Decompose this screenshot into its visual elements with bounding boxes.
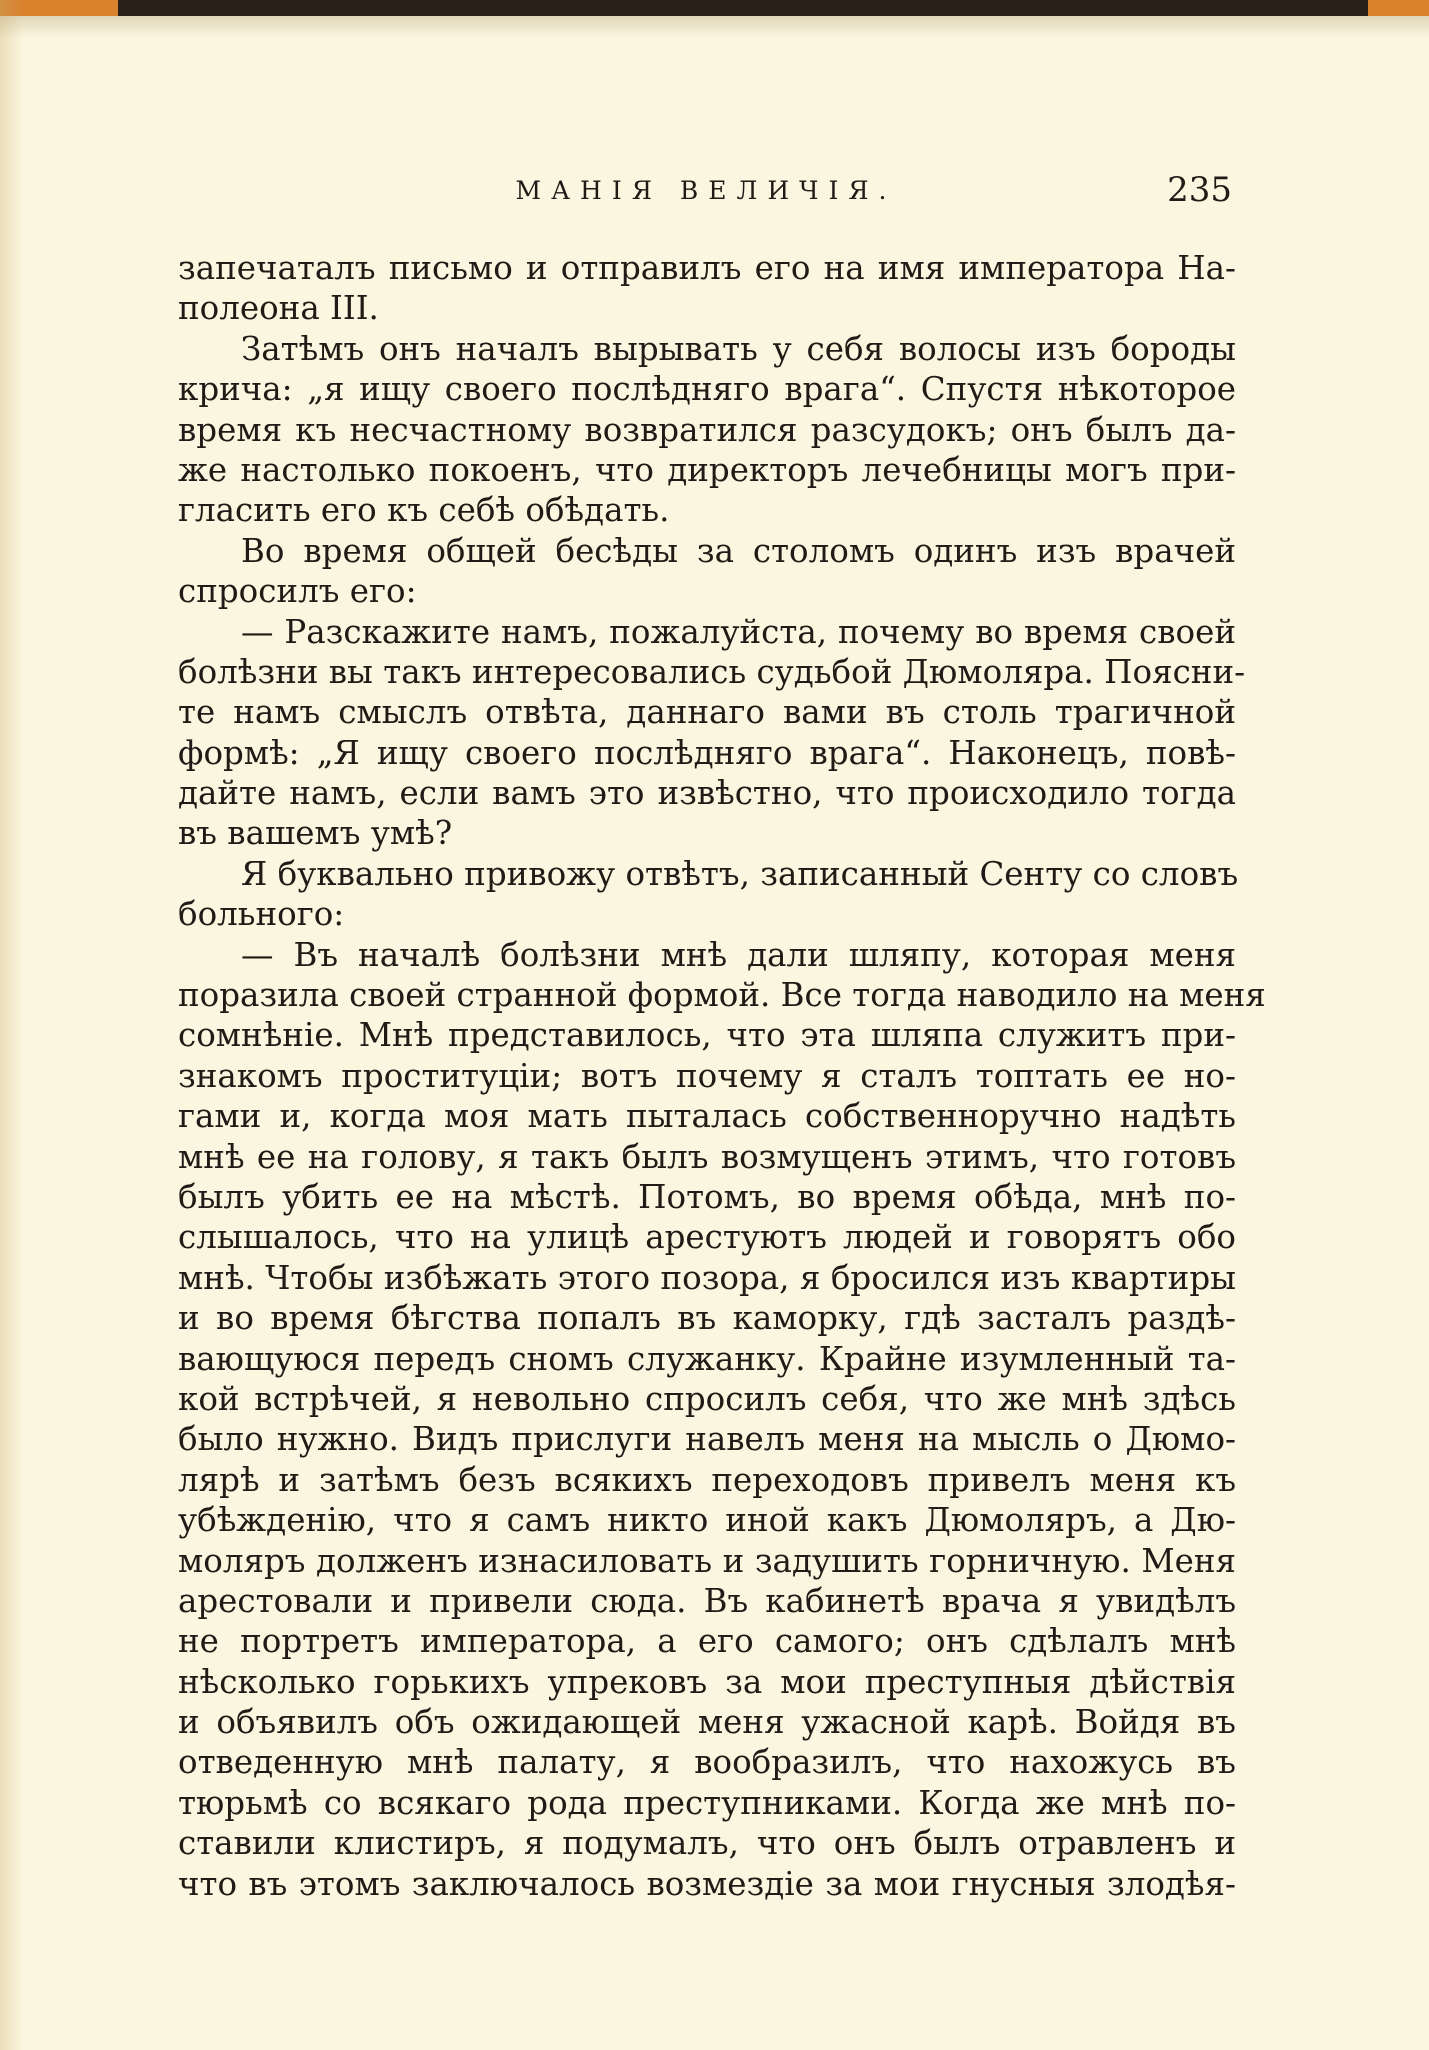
text-line: было нужно. Видъ прислуги навелъ меня на мысль о Дюмо- (178, 1420, 1236, 1459)
text-line: моляръ долженъ изнасиловать и задушить горничную. Меня (178, 1541, 1236, 1580)
text-line: Затѣмъ онъ началъ вырывать у себя волосы изъ бороды (241, 329, 1236, 368)
text-line: вающуюся передъ сномъ служанку. Крайне изумленный та- (178, 1339, 1236, 1378)
text-line: поразила своей странной формой. Все тогда наводило на меня (178, 976, 1266, 1015)
text-line: ставили клистиръ, я подумалъ, что онъ былъ отравленъ и (178, 1824, 1236, 1863)
text-line: — Въ началѣ болѣзни мнѣ дали шляпу, которая меня (241, 935, 1236, 974)
body-text (178, 248, 1266, 1904)
text-line: что въ этомъ заключалось возмездіе за мои гнусныя злодѣя- (178, 1864, 1236, 1903)
text-line: тюрьмѣ со всякаго рода преступниками. Когда же мнѣ по- (178, 1783, 1236, 1822)
text-line: Во время общей бесѣды за столомъ одинъ изъ врачей (241, 531, 1236, 570)
text-line: арестовали и привели сюда. Въ кабинетѣ врача я увидѣлъ (178, 1581, 1236, 1620)
running-head (180, 170, 1232, 214)
text-line: убѣжденію, что я самъ никто иной какъ Дюмоляръ, а Дю- (178, 1501, 1236, 1540)
text-line: былъ убить ее на мѣстѣ. Потомъ, во время обѣда, мнѣ по- (178, 1177, 1236, 1216)
text-line: въ вашемъ умѣ? (178, 814, 453, 853)
running-title: МАНІЯ ВЕЛИЧІЯ. (515, 176, 897, 205)
text-line: кой встрѣчей, я невольно спросилъ себя, что же мнѣ здѣсь (178, 1379, 1236, 1418)
text-line: знакомъ проституціи; вотъ почему я сталъ топтать ее но- (178, 1056, 1236, 1095)
book-top-edge (0, 0, 1429, 16)
text-line: лярѣ и затѣмъ безъ всякихъ переходовъ привелъ меня къ (178, 1460, 1236, 1499)
text-line: те намъ смыслъ отвѣта, даннаго вами въ столь трагичной (178, 693, 1236, 732)
text-line: гласить его къ себѣ обѣдать. (178, 491, 670, 530)
text-line: формѣ: „Я ищу своего послѣдняго врага“. Наконецъ, повѣ- (178, 733, 1236, 772)
text-line: и объявилъ объ ожидающей меня ужасной карѣ. Войдя въ (178, 1703, 1236, 1742)
text-line: и во время бѣгства попалъ въ каморку, гдѣ засталъ раздѣ- (178, 1299, 1236, 1338)
page-edge-stain (0, 0, 22, 2050)
page-number: 235 (1167, 170, 1232, 210)
text-line: отведенную мнѣ палату, я вообразилъ, что нахожусь въ (178, 1743, 1236, 1782)
text-line: слышалось, что на улицѣ арестуютъ людей и говорятъ обо (178, 1218, 1236, 1257)
text-line: — Разскажите намъ, пожалуйста, почему во время своей (241, 612, 1236, 651)
text-line: запечаталъ письмо и отправилъ его на имя императора На- (178, 249, 1236, 287)
text-line: дайте намъ, если вамъ это извѣстно, что происходило тогда (178, 774, 1236, 813)
book-top-edge-shadow (0, 16, 1429, 38)
text-line: не портретъ императора, а его самого; онъ сдѣлалъ мнѣ (178, 1622, 1236, 1661)
text-line: мнѣ. Чтобы избѣжать этого позора, я бросился изъ квартиры (178, 1258, 1236, 1297)
text-line: же настолько покоенъ, что директоръ лечебницы могъ при- (178, 450, 1236, 489)
text-line: время къ несчастному возвратился разсудокъ; онъ былъ да- (178, 410, 1236, 449)
text-line: сомнѣніе. Мнѣ представилось, что эта шляпа служитъ при- (178, 1016, 1236, 1055)
text-line: спросилъ его: (178, 572, 417, 611)
text-line: болѣзни вы такъ интересовались судьбой Дюмоляра. Поясни- (178, 652, 1246, 691)
text-line: полеона III. (178, 289, 379, 328)
text-line: мнѣ ее на голову, я такъ былъ возмущенъ этимъ, что готовъ (178, 1137, 1236, 1176)
text-line: крича: „я ищу своего послѣдняго врага“. Спустя нѣкоторое (178, 370, 1236, 409)
text-line: Я буквально привожу отвѣтъ, записанный Сенту со словъ (241, 854, 1239, 893)
text-line: больного: (178, 895, 345, 934)
text-line: гами и, когда моя мать пыталась собственноручно надѣть (178, 1097, 1236, 1136)
text-line: нѣсколько горькихъ упрековъ за мои преступныя дѣйствія (178, 1662, 1236, 1701)
